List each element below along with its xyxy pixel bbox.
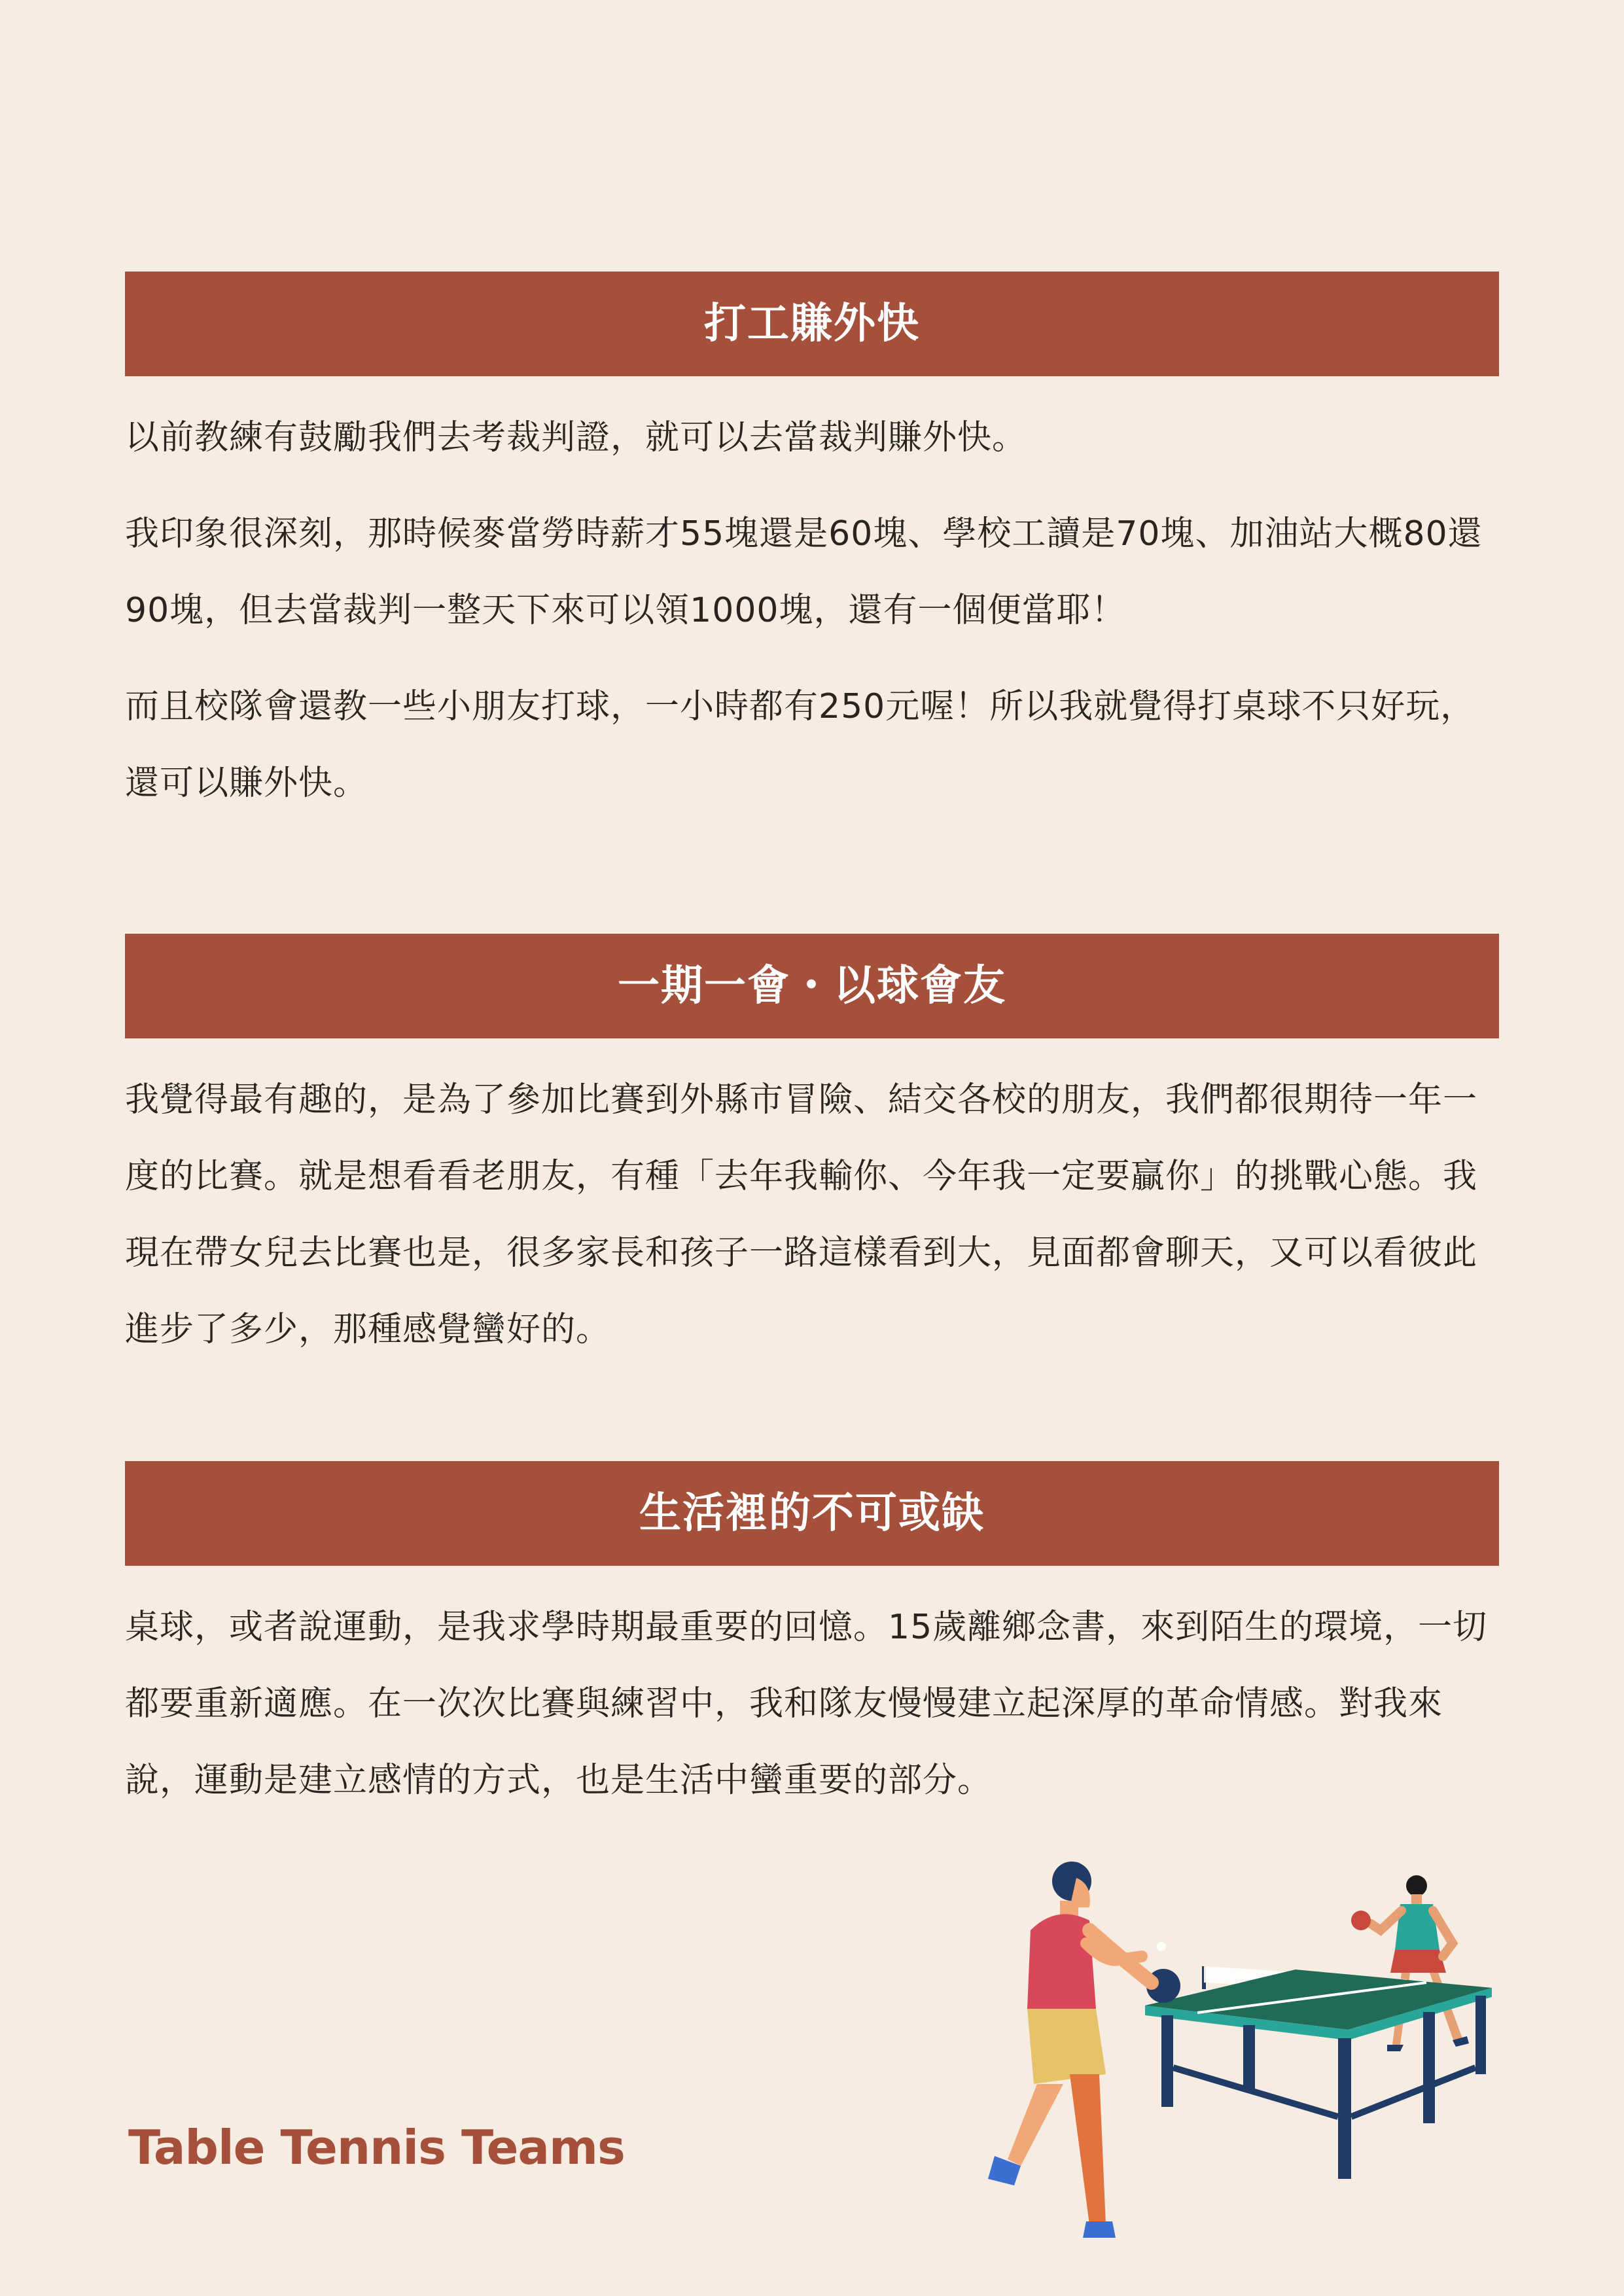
brand-wordmark: Table Tennis Teams (128, 2120, 625, 2175)
section-title-banner: 打工賺外快 (125, 272, 1499, 376)
paragraph: 我覺得最有趣的，是為了參加比賽到外縣市冒險、結交各校的朋友，我們都很期待一年一度的比賽。就是想看看老朋友，有種「去年我輸你、今年我一定要贏你」的挑戰心態。我現在帶女兒去比賽也是，很多家長和孩子一路這樣看到大，見面都會聊天，又可以看彼此進步了多少，那種感覺蠻好的。 (125, 1080, 1478, 1349)
section-friendship (125, 934, 1499, 1368)
section-title-banner: 一期一會・以球會友 (125, 934, 1499, 1038)
section-indispensable (125, 1461, 1499, 1819)
section-part-time (125, 272, 1499, 822)
near-player-figure (988, 1862, 1152, 2238)
paragraph: 而且校隊會還教一些小朋友打球，一小時都有250元喔！所以我就覺得打桌球不只好玩，還可以賺外快。 (125, 687, 1475, 803)
paragraph: 桌球，或者說運動，是我求學時期最重要的回憶。15歲離鄉念書，來到陌生的環境，一切都要重新適應。在一次次比賽與練習中，我和隊友慢慢建立起深厚的革命情感。對我來說，運動是建立感情的方式，也是生活中蠻重要的部分。 (125, 1608, 1488, 1800)
table (1145, 1969, 1492, 2179)
paragraph: 以前教練有鼓勵我們去考裁判證，就可以去當裁判賺外快。 (125, 418, 1027, 457)
paragraph: 我印象很深刻，那時候麥當勞時薪才55塊還是60塊、學校工讀是70塊、加油站大概80還90塊，但去當裁判一整天下來可以領1000塊，還有一個便當耶！ (125, 514, 1483, 630)
section-title-banner: 生活裡的不可或缺 (125, 1461, 1499, 1566)
table-tennis-illustration (929, 1858, 1518, 2238)
